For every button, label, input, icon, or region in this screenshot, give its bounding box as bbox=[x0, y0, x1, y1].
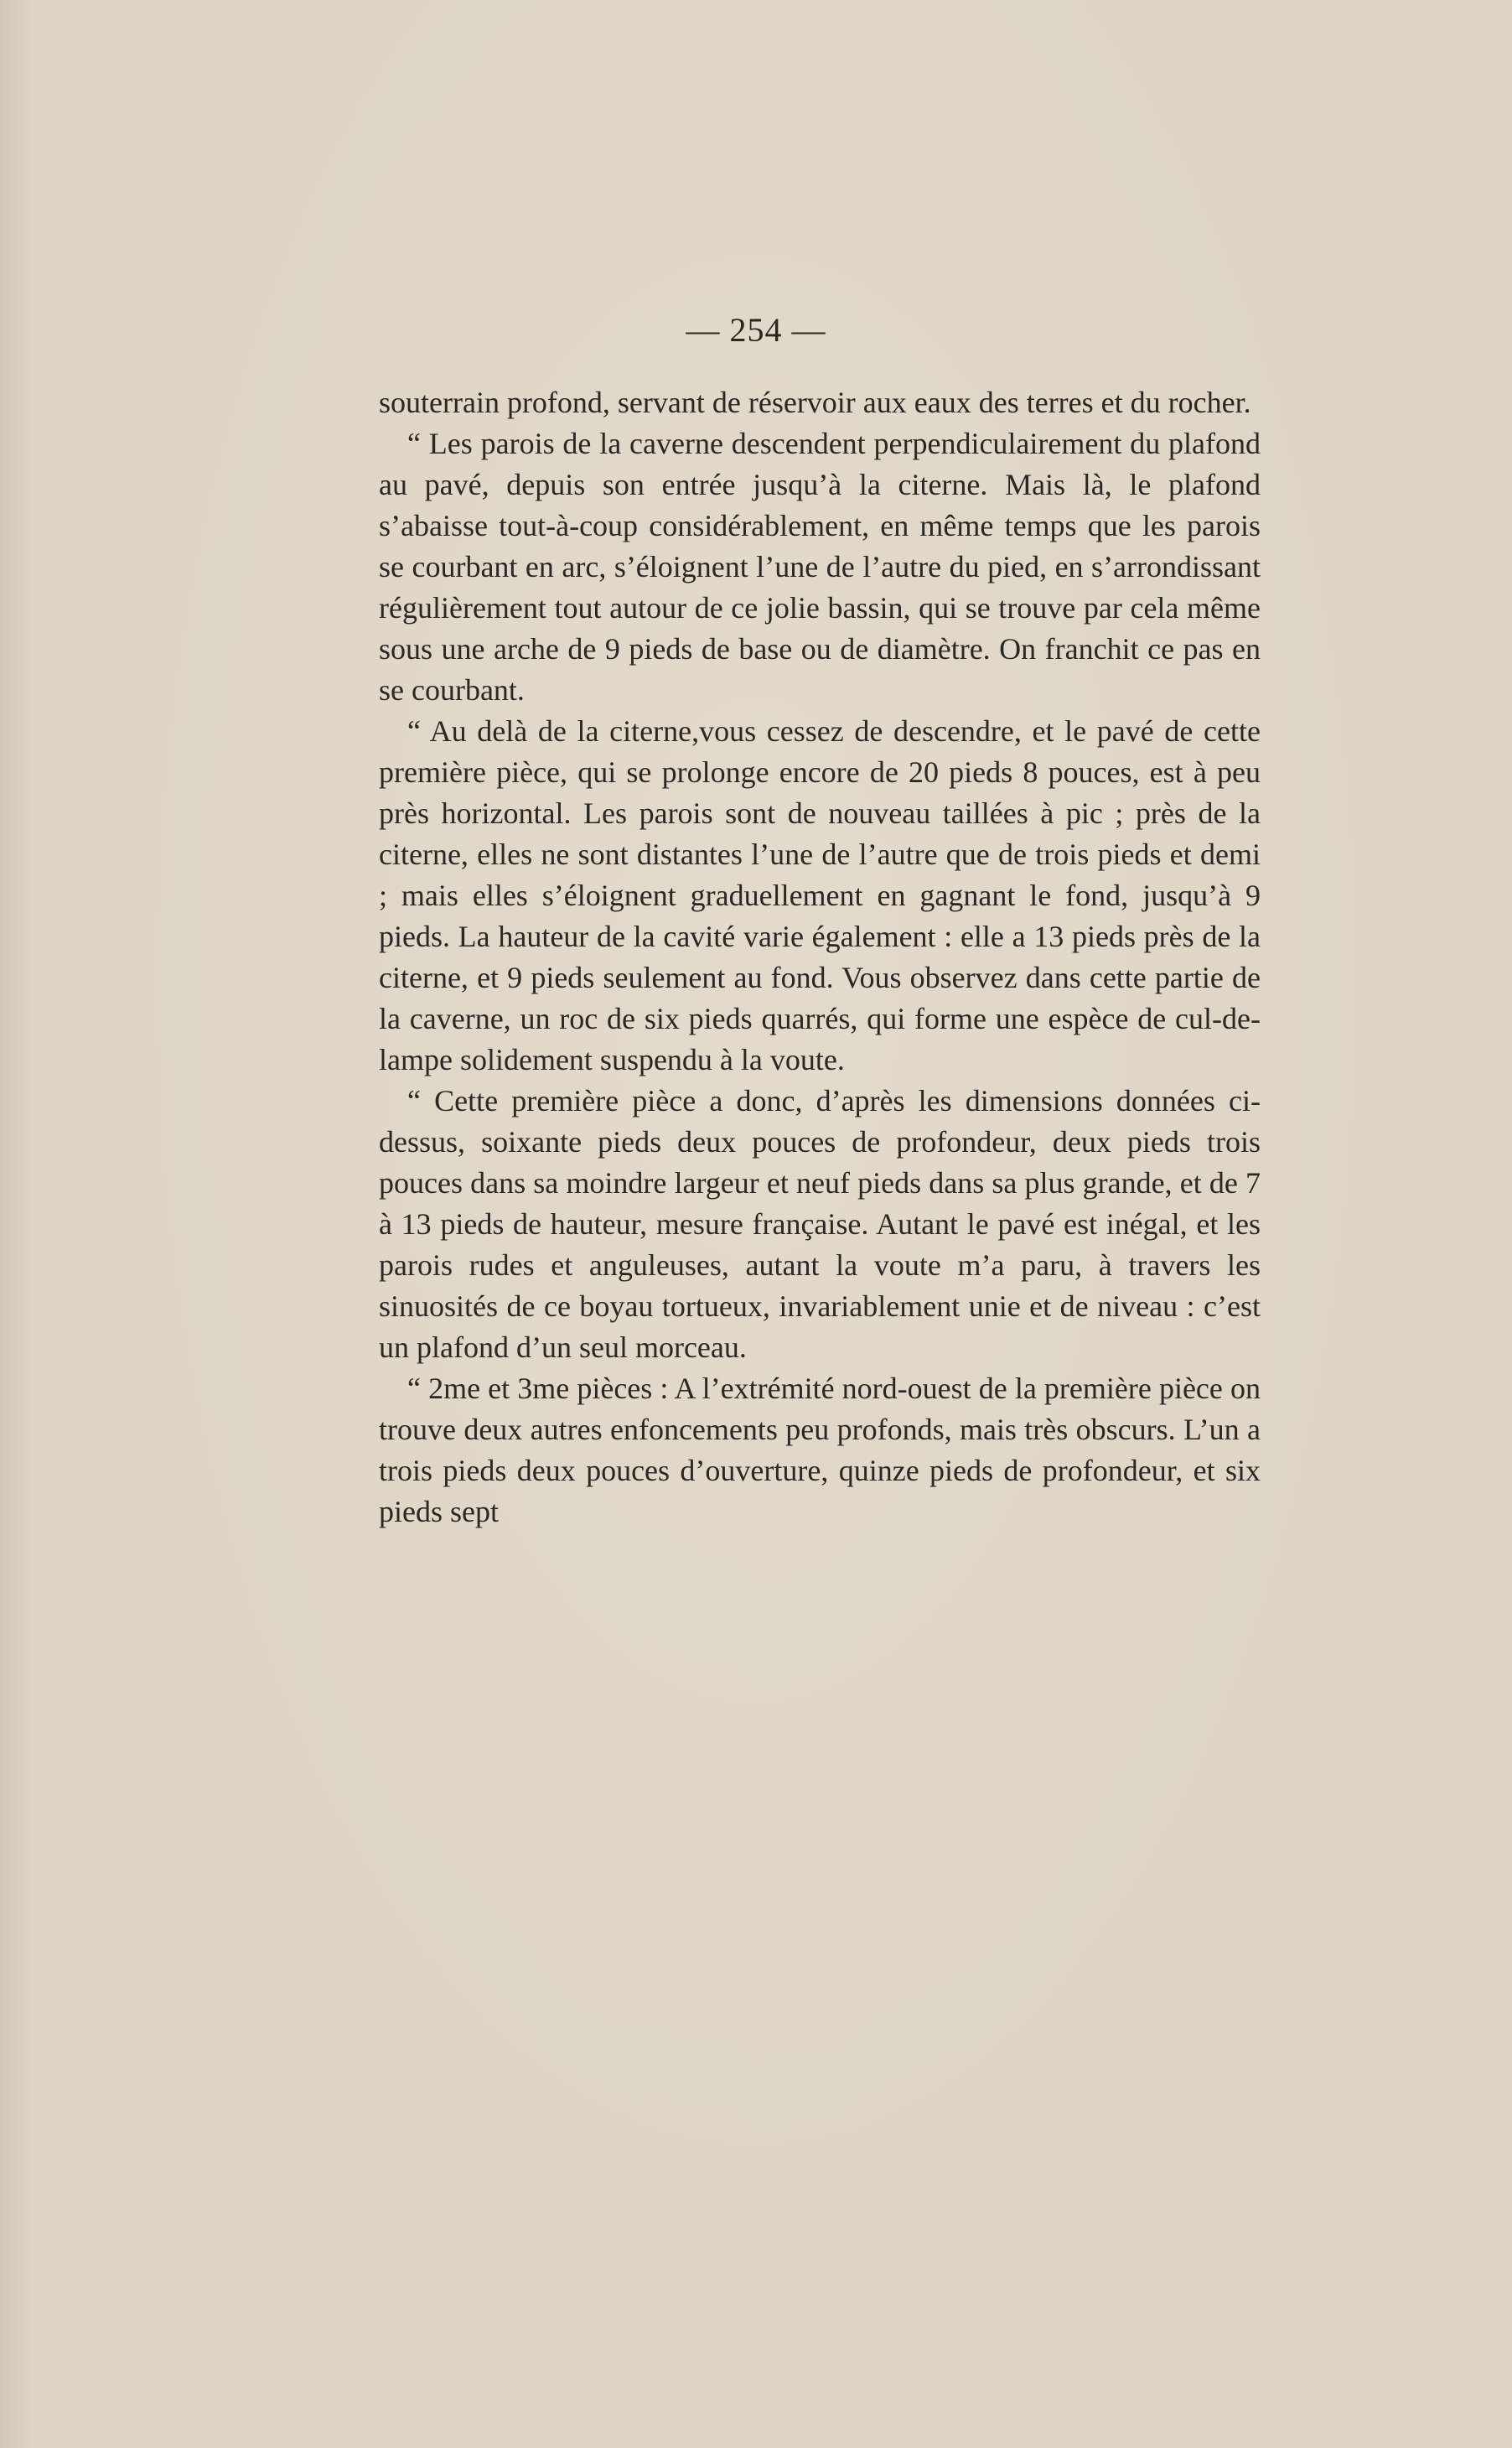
paragraph: “ 2me et 3me pièces : A l’extrémité nord-ouest de la première pièce on trouve deux autres enfoncements peu profonds, mais très obscurs. L’un a trois pieds deux pouces d’ouverture, quinze pieds de profondeur, et six pieds sept bbox=[379, 1372, 1261, 1528]
paragraph: souterrain profond, servant de réservoir aux eaux des terres et du rocher. bbox=[379, 386, 1251, 419]
paragraph: “ Cette première pièce a donc, d’après les dimensions données ci-dessus, soixante pieds deux pouces de profondeur, deux pieds trois pouces dans sa moindre largeur et neuf pieds dans sa plus grande, et de 7 à 13 pieds de hauteur, mesure française. Autant le pavé est inégal, et les parois rudes et anguleuses, autant la voute m’a paru, à travers les sinuosités de ce boyau tortueux, invariablement unie et de niveau : c’est un plafond d’un seul morceau. bbox=[379, 1084, 1261, 1364]
page-number: — 254 — bbox=[686, 311, 826, 349]
body-text bbox=[379, 382, 1261, 1533]
paragraph: “ Les parois de la caverne descendent perpendiculairement du plafond au pavé, depuis son entrée jusqu’à la citerne. Mais là, le plafond s’abaisse tout-à-coup considérablement, en même temps que les parois se courbant en arc, s’éloignent l’une de l’autre du pied, en s’arrondissant régulièrement tout autour de ce jolie bassin, qui se trouve par cela même sous une arche de 9 pieds de base ou de diamètre. On franchit ce pas en se courbant. bbox=[379, 427, 1261, 707]
paragraph: “ Au delà de la citerne,vous cessez de descendre, et le pavé de cette première pièce, qui se prolonge encore de 20 pieds 8 pouces, est à peu près horizontal. Les parois sont de nouveau taillées à pic ; près de la citerne, elles ne sont distantes l’une de l’autre que de trois pieds et demi ; mais elles s’éloignent graduellement en gagnant le fond, jusqu’à 9 pieds. La hauteur de la cavité varie également : elle a 13 pieds près de la citerne, et 9 pieds seulement au fond. Vous observez dans cette partie de la caverne, un roc de six pieds quarrés, qui forme une espèce de cul-de-lampe solidement suspendu à la voute. bbox=[379, 714, 1261, 1076]
